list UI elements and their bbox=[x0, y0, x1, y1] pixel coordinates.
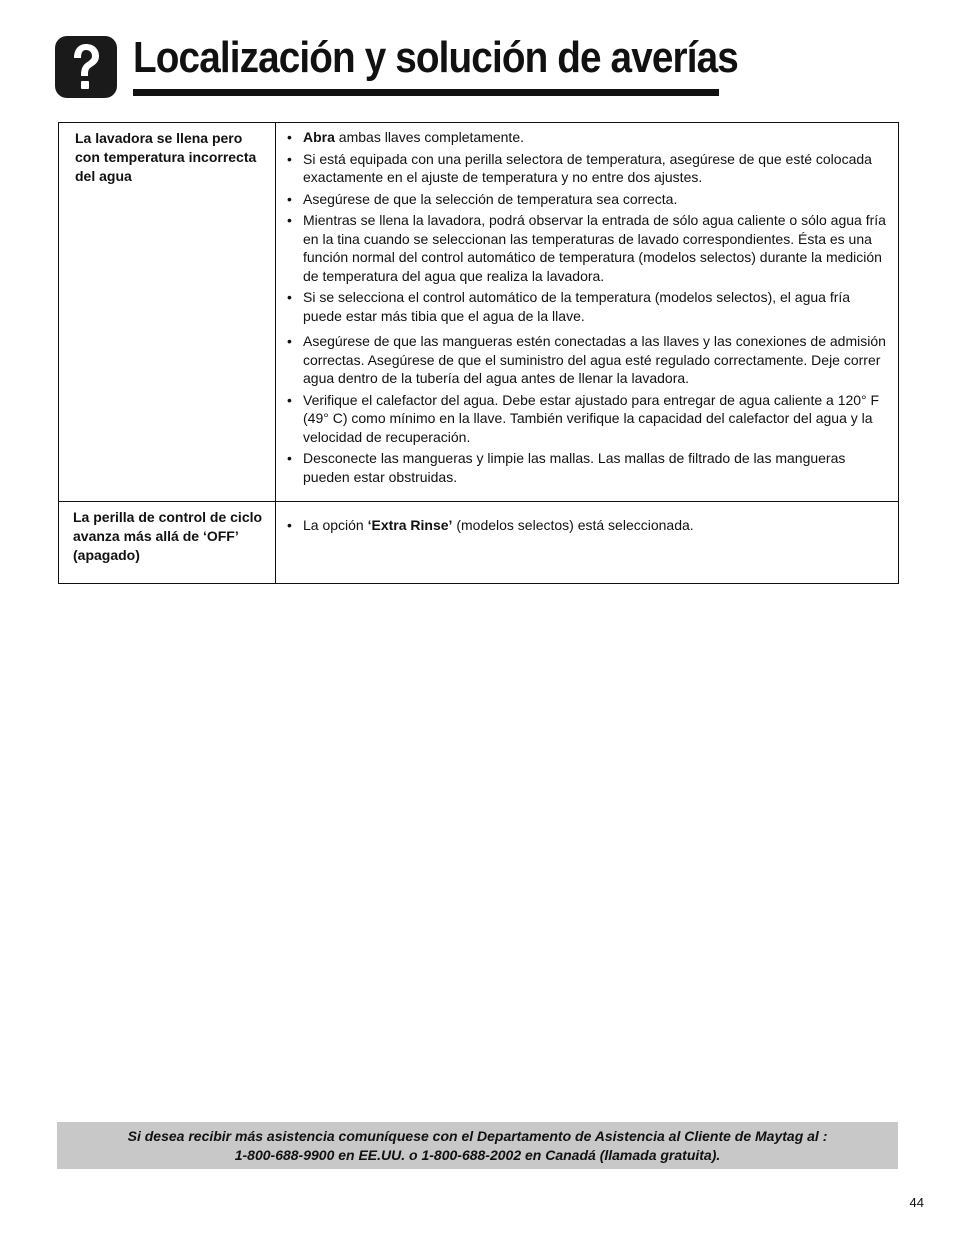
solution-item: • La opción ‘Extra Rinse’ (modelos selectos) está seleccionada. bbox=[286, 516, 892, 535]
assistance-footer bbox=[57, 1122, 898, 1169]
table-row bbox=[59, 123, 899, 502]
solution-item: • Abra ambas llaves completamente. bbox=[286, 128, 892, 147]
solutions-cell bbox=[276, 502, 899, 584]
page-number: 44 bbox=[909, 1195, 924, 1210]
solutions-list bbox=[286, 128, 892, 486]
solution-item: • Asegúrese de que la selección de temperatura sea correcta. bbox=[286, 190, 892, 209]
footer-line-2: 1-800-688-9900 en EE.UU. o 1-800-688-2002 en Canadá (llamada gratuita). bbox=[234, 1146, 721, 1163]
footer-line-1: Si desea recibir más asistencia comuníquese con el Departamento de Asistencia al Cliente de Maytag al : bbox=[127, 1127, 828, 1144]
solution-item: • Asegúrese de que las mangueras estén conectadas a las llaves y las conexiones de admisión correctas. Asegúrese de que el suministro del agua esté regulado correctamente. Deje correr agua dentro de la tubería del agua antes de llenar la lavadora. bbox=[286, 332, 892, 388]
solutions-list bbox=[286, 516, 892, 535]
solution-item: • Desconecte las mangueras y limpie las mallas. Las mallas de filtrado de las mangueras pueden estar obstruidas. bbox=[286, 449, 892, 486]
solution-item: • Mientras se llena la lavadora, podrá observar la entrada de sólo agua caliente o sólo agua fría en la tina cuando se seleccionan las temperaturas de lavado correspondientes. Ésta es una función normal del control automático de temperatura (modelos selectos) durante la medición de temperatura del agua que realiza la lavadora. bbox=[286, 211, 892, 285]
solutions-cell bbox=[276, 123, 899, 502]
question-mark-icon bbox=[55, 36, 117, 98]
problem-cell: La lavadora se llena pero con temperatura incorrecta del agua bbox=[59, 123, 276, 502]
solution-item: • Si está equipada con una perilla selectora de temperatura, asegúrese de que esté colocada exactamente en el ajuste de temperatura y no entre dos ajustes. bbox=[286, 150, 892, 187]
problem-cell: La perilla de control de ciclo avanza más allá de ‘OFF’ (apagado) bbox=[59, 502, 276, 584]
solution-item: • Si se selecciona el control automático de la temperatura (modelos selectos), el agua fría puede estar más tibia que el agua de la llave. bbox=[286, 288, 892, 325]
table-row bbox=[59, 502, 899, 584]
page-title: Localización y solución de averías bbox=[133, 33, 738, 82]
solution-item: • Verifique el calefactor del agua. Debe estar ajustado para entregar de agua caliente a 120° F (49° C) como mínimo en la llave. También verifique la capacidad del calefactor del agua y la velocidad de recuperación. bbox=[286, 391, 892, 447]
title-underline bbox=[133, 89, 719, 96]
troubleshooting-table bbox=[58, 122, 899, 584]
